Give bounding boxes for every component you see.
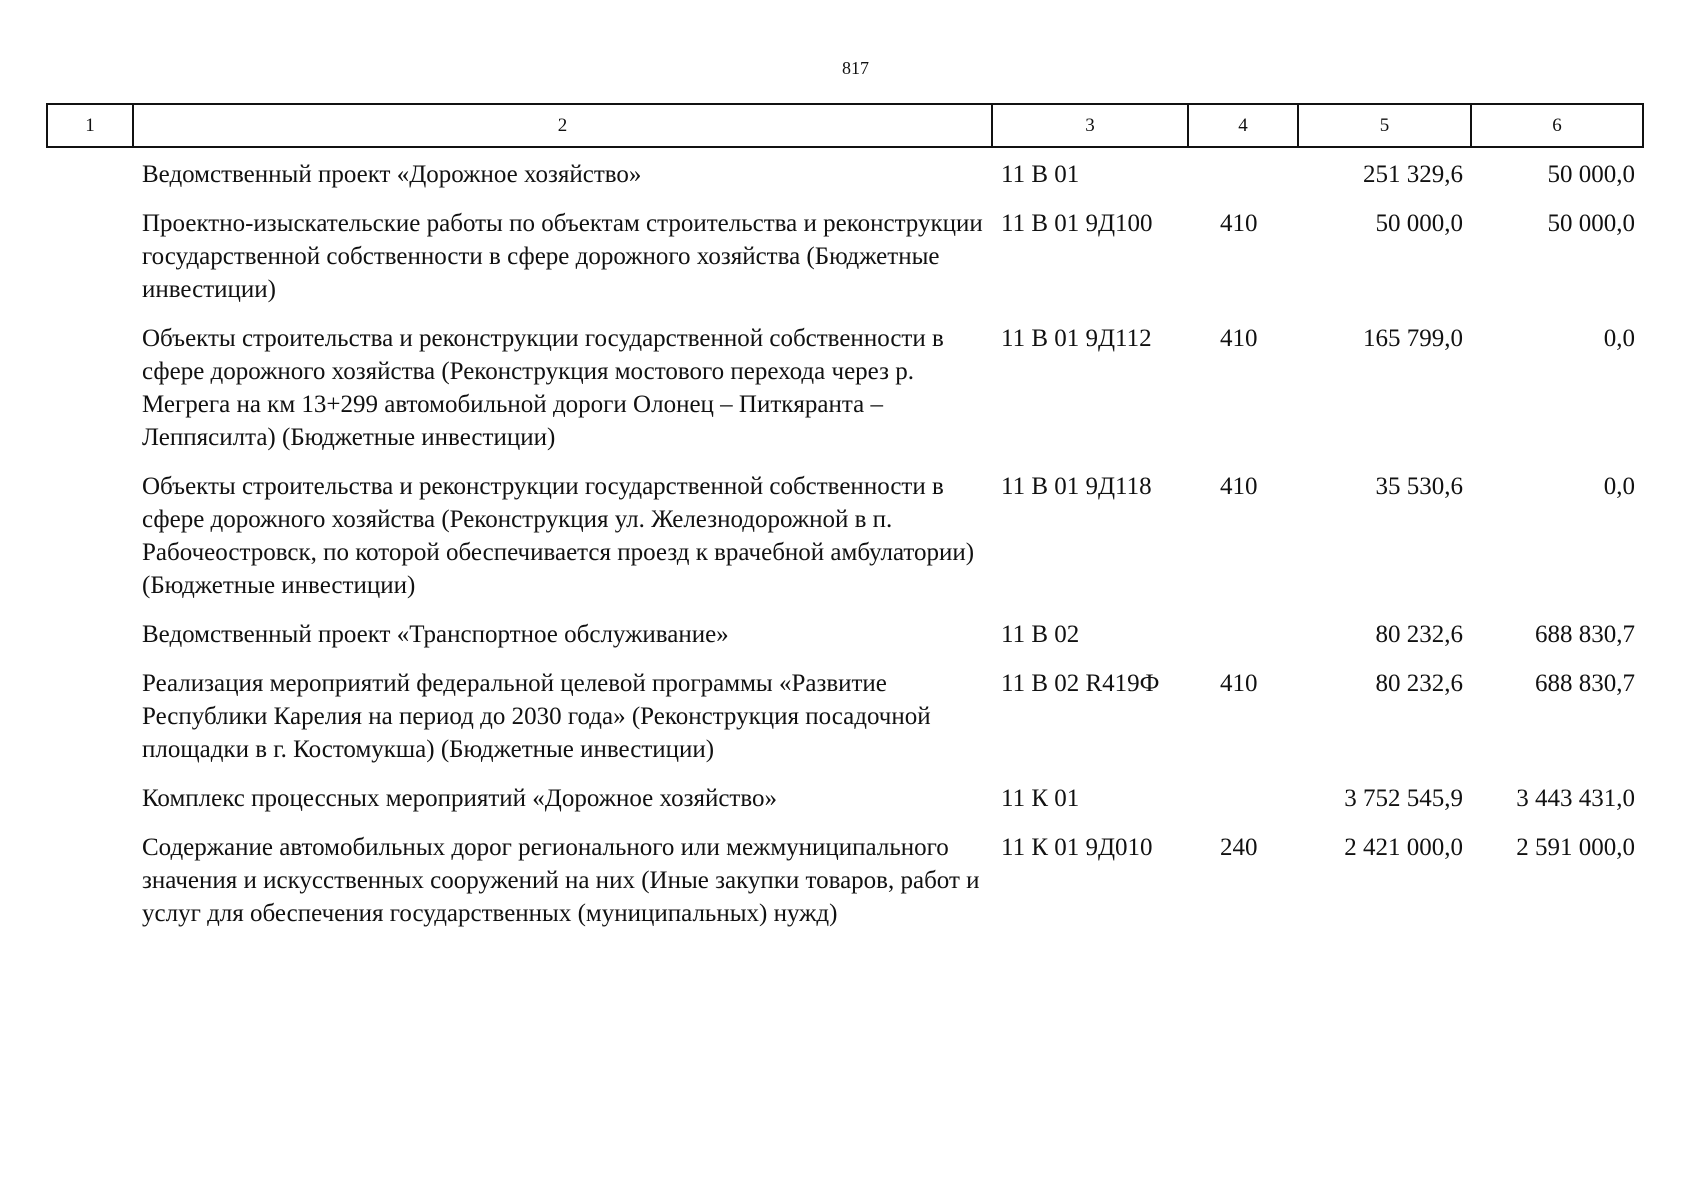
expense-type [1188, 782, 1298, 831]
table-row [47, 667, 1643, 782]
column-header-3: 3 [992, 104, 1188, 147]
column-header-4: 4 [1188, 104, 1298, 147]
table-row [47, 470, 1643, 618]
table-row [47, 831, 1643, 946]
item-name: Содержание автомобильных дорог регионального или межмуниципального значения и искусственных сооружений на них (Иные закупки товаров, работ и услуг для обеспечения государственных (муниципальных) нужд) [142, 834, 980, 927]
amount-col6: 0,0 [1603, 325, 1635, 352]
item-code: 11 В 01 9Д118 [1001, 473, 1152, 500]
row-number-cell [47, 618, 133, 667]
table-row [47, 147, 1643, 207]
row-number-cell [47, 147, 133, 207]
amount-col5: 3 752 545,9 [1344, 785, 1463, 812]
amount-col6: 2 591 000,0 [1516, 834, 1635, 861]
item-code: 11 К 01 [1001, 785, 1080, 812]
item-name: Ведомственный проект «Транспортное обслуживание» [142, 621, 729, 648]
amount-col5: 50 000,0 [1375, 210, 1463, 237]
table-header [47, 104, 1643, 147]
budget-table [46, 103, 1644, 946]
amount-col6: 50 000,0 [1547, 210, 1635, 237]
row-number-cell [47, 782, 133, 831]
table-row [47, 207, 1643, 322]
item-name: Реализация мероприятий федеральной целевой программы «Развитие Республики Карелия на период до 2030 года» (Реконструкция посадочной площадки в г. Костомукша) (Бюджетные инвестиции) [142, 670, 931, 763]
amount-col6: 3 443 431,0 [1516, 785, 1635, 812]
header-row [47, 104, 1643, 147]
item-code: 11 К 01 9Д010 [1001, 834, 1153, 861]
row-number-cell [47, 470, 133, 618]
amount-col5: 80 232,6 [1375, 621, 1463, 648]
item-name: Ведомственный проект «Дорожное хозяйство» [142, 161, 642, 188]
item-name: Объекты строительства и реконструкции государственной собственности в сфере дорожного хозяйства (Реконструкция ул. Железнодорожной в п. Рабочеостровск, по которой обеспечивается проезд к врачебной амбулатории) (Бюджетные инвестиции) [142, 473, 975, 599]
row-number-cell [47, 322, 133, 470]
amount-col6: 50 000,0 [1547, 161, 1635, 188]
amount-col5: 35 530,6 [1375, 473, 1463, 500]
table-row [47, 618, 1643, 667]
amount-col6: 688 830,7 [1535, 621, 1635, 648]
amount-col5: 251 329,6 [1363, 161, 1463, 188]
item-code: 11 В 01 [1001, 161, 1080, 188]
item-code: 11 В 02 [1001, 621, 1080, 648]
page-number: 817 [842, 58, 869, 78]
amount-col5: 80 232,6 [1375, 670, 1463, 697]
row-number-cell [47, 667, 133, 782]
row-number-cell [47, 831, 133, 946]
table-row [47, 782, 1643, 831]
expense-type: 410 [1220, 473, 1258, 500]
column-header-1: 1 [47, 104, 133, 147]
item-name: Объекты строительства и реконструкции государственной собственности в сфере дорожного хозяйства (Реконструкция мостового перехода через р. Мегрега на км 13+299 автомобильной дороги Олонец – Питкяранта – Леппясилта) (Бюджетные инвестиции) [142, 325, 944, 451]
column-header-2: 2 [133, 104, 992, 147]
item-code: 11 В 01 9Д100 [1001, 210, 1153, 237]
expense-type [1188, 147, 1298, 207]
item-name: Проектно-изыскательские работы по объектам строительства и реконструкции государственной собственности в сфере дорожного хозяйства (Бюджетные инвестиции) [142, 210, 983, 303]
column-header-6: 6 [1471, 104, 1643, 147]
expense-type: 410 [1220, 210, 1258, 237]
row-number-cell [47, 207, 133, 322]
amount-col6: 0,0 [1603, 473, 1635, 500]
expense-type: 410 [1220, 670, 1258, 697]
item-code: 11 В 02 R419Ф [1001, 670, 1160, 697]
expense-type: 240 [1220, 834, 1258, 861]
table-row [47, 322, 1643, 470]
column-header-5: 5 [1298, 104, 1471, 147]
expense-type: 410 [1220, 325, 1258, 352]
amount-col5: 165 799,0 [1363, 325, 1463, 352]
item-name: Комплекс процессных мероприятий «Дорожное хозяйство» [142, 785, 777, 812]
amount-col6: 688 830,7 [1535, 670, 1635, 697]
table-body [47, 147, 1643, 946]
item-code: 11 В 01 9Д112 [1001, 325, 1152, 352]
expense-type [1188, 618, 1298, 667]
amount-col5: 2 421 000,0 [1344, 834, 1463, 861]
